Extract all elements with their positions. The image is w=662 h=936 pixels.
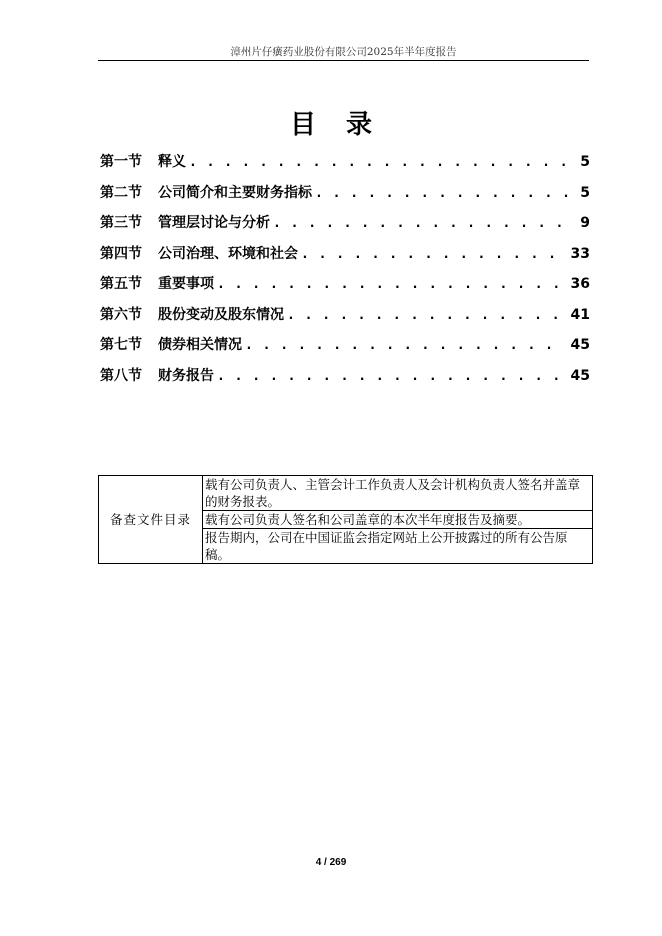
reference-document-item: 报告期内，公司在中国证监会指定网站上公开披露过的所有公告原稿。 bbox=[203, 529, 593, 564]
toc-page-number: 5 bbox=[580, 154, 590, 170]
toc-page-number: 5 bbox=[580, 184, 590, 201]
toc-entry[interactable] bbox=[100, 304, 590, 335]
toc-entry[interactable] bbox=[100, 212, 590, 243]
table-row bbox=[99, 476, 593, 511]
toc-entry[interactable] bbox=[100, 182, 590, 213]
toc-section-number: 第八节 bbox=[100, 367, 142, 384]
toc-dot-leader bbox=[189, 155, 574, 170]
toc-page-number: 36 bbox=[570, 276, 590, 292]
reference-document-item: 载有公司负责人、主管会计工作负责人及会计机构负责人签名并盖章的财务报表。 bbox=[203, 476, 593, 511]
toc-entry[interactable] bbox=[100, 243, 590, 274]
toc-section-number: 第五节 bbox=[100, 276, 142, 292]
reference-documents-label: 备查文件目录 bbox=[99, 476, 203, 564]
toc-page-number: 45 bbox=[570, 337, 590, 353]
table-of-contents bbox=[100, 151, 590, 395]
reference-document-item: 载有公司负责人签名和公司盖章的本次半年度报告及摘要。 bbox=[203, 511, 593, 529]
page-number-footer: 4 / 269 bbox=[315, 857, 347, 868]
toc-dot-leader bbox=[287, 308, 565, 323]
toc-section-number: 第六节 bbox=[100, 306, 142, 323]
toc-dot-leader bbox=[301, 247, 565, 262]
toc-section-title: 财务报告 bbox=[158, 367, 214, 384]
toc-section-title: 公司治理、环境和社会 bbox=[158, 245, 298, 262]
toc-section-number: 第一节 bbox=[100, 154, 142, 170]
toc-dot-leader bbox=[217, 369, 565, 384]
toc-section-title: 公司简介和主要财务指标 bbox=[158, 184, 312, 201]
toc-section-number: 第二节 bbox=[100, 184, 142, 201]
running-header: 漳州片仔癀药业股份有限公司2025年半年度报告 bbox=[230, 46, 457, 58]
toc-dot-leader bbox=[315, 186, 574, 201]
toc-section-number: 第三节 bbox=[100, 215, 142, 231]
toc-page-number: 45 bbox=[570, 367, 590, 384]
toc-page-number: 41 bbox=[570, 306, 590, 323]
toc-section-number: 第七节 bbox=[100, 337, 142, 353]
toc-entry[interactable] bbox=[100, 273, 590, 304]
toc-section-number: 第四节 bbox=[100, 245, 142, 262]
toc-dot-leader bbox=[217, 277, 565, 292]
toc-section-title: 释义 bbox=[158, 154, 186, 170]
toc-dot-leader bbox=[273, 216, 574, 231]
toc-entry[interactable] bbox=[100, 334, 590, 365]
page-title: 目录 bbox=[289, 110, 402, 140]
header-divider bbox=[98, 60, 589, 61]
toc-section-title: 股份变动及股东情况 bbox=[158, 306, 284, 323]
toc-section-title: 债券相关情况 bbox=[158, 337, 242, 353]
toc-page-number: 9 bbox=[580, 215, 590, 231]
toc-entry[interactable] bbox=[100, 151, 590, 182]
toc-dot-leader bbox=[245, 338, 565, 353]
toc-entry[interactable] bbox=[100, 365, 590, 396]
reference-documents-table bbox=[98, 475, 593, 564]
toc-section-title: 重要事项 bbox=[158, 276, 214, 292]
toc-page-number: 33 bbox=[570, 245, 590, 262]
toc-section-title: 管理层讨论与分析 bbox=[158, 215, 270, 231]
